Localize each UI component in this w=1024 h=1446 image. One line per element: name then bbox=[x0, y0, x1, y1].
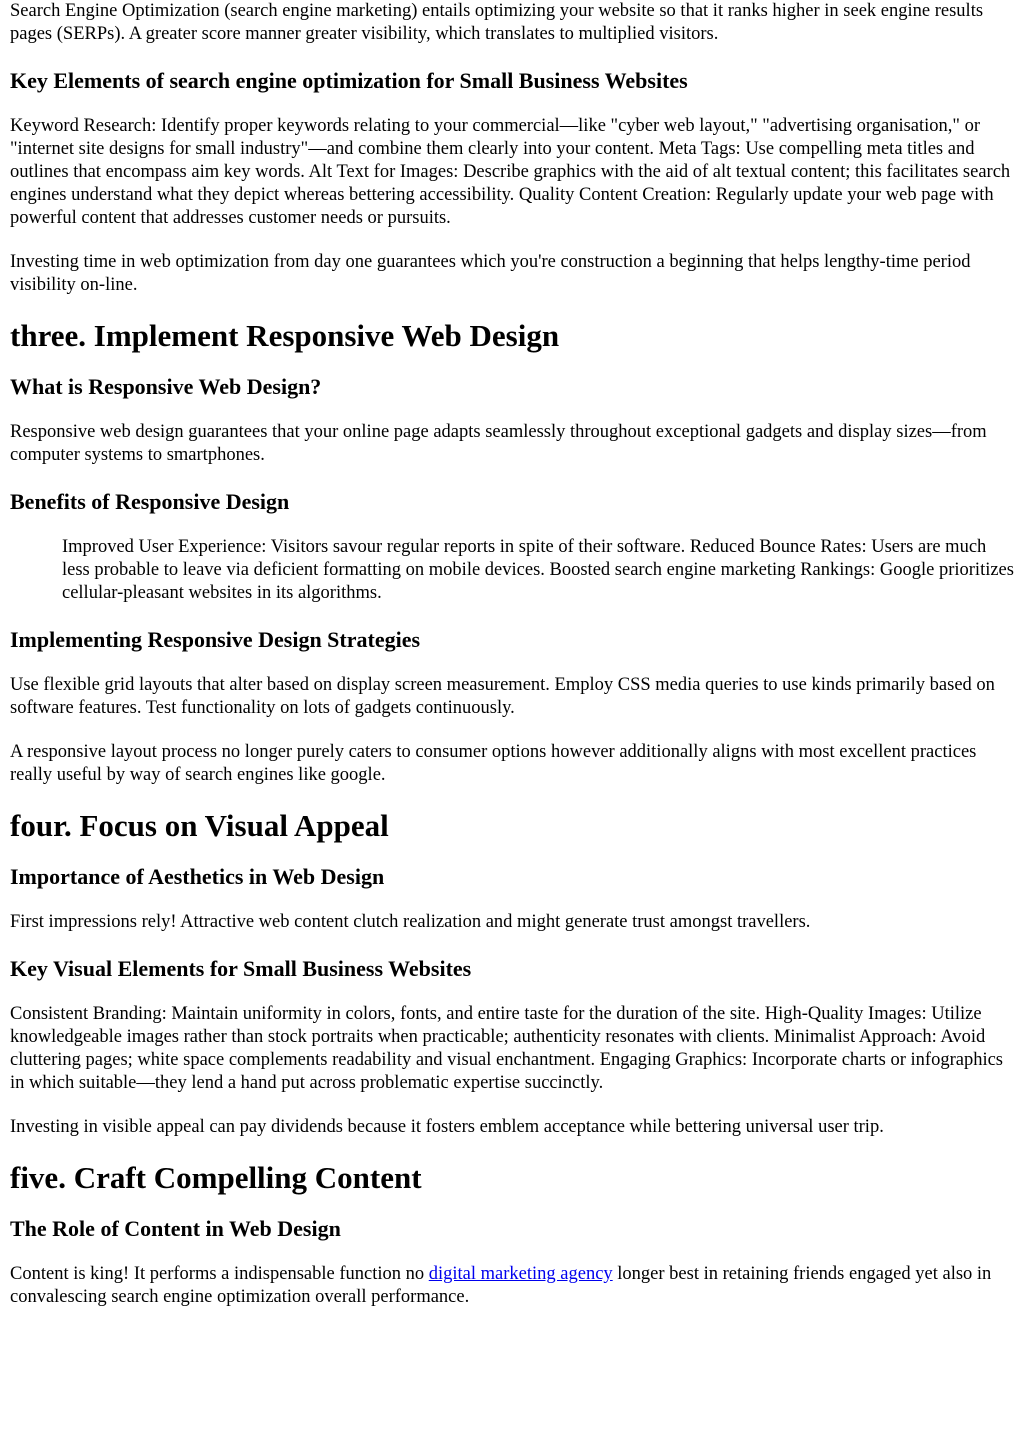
benefits-heading: Benefits of Responsive Design bbox=[10, 489, 290, 514]
seo-investing-paragraph: Investing time in web optimization from day one guarantees which you're construction a beginning that helps lengthy-time period visibility on-line. bbox=[10, 252, 971, 295]
visual-elements-paragraph: Consistent Branding: Maintain uniformity in colors, fonts, and entire taste for the duration of the site. High-Quality Images: Utilize knowledgeable images rather than stock portraits when practicable; authenticity resonates with clients. Minimalist Approach: Avoid cluttering pages; white space complements readability and visual enchantment. Engaging Graphics: Incorporate charts or infographics in which suitable—they lend a hand put across problematic expertise succinctly. bbox=[10, 1004, 1004, 1093]
what-is-responsive-paragraph: Responsive web design guarantees that your online page adapts seamlessly throughout exceptional gadgets and display sizes—from computer systems to smartphones. bbox=[10, 422, 987, 465]
digital-marketing-agency-link[interactable]: digital marketing agency bbox=[428, 1264, 613, 1284]
visual-elements-heading: Key Visual Elements for Small Business Websites bbox=[10, 956, 472, 981]
responsive-summary-paragraph: A responsive layout process no longer purely caters to consumer options however additionally aligns with most excellent practices really useful by way of search engines like google. bbox=[10, 742, 977, 785]
seo-key-elements-heading: Key Elements of search engine optimization for Small Business Websites bbox=[10, 68, 688, 93]
benefits-blockquote: Improved User Experience: Visitors savour regular reports in spite of their software. Reduced Bounce Rates: Users are much less probable to leave via deficient formatting on mobile devices. Boosted search engine marketing Rankings: Google prioritizes cellular-pleasant websites in its algorithms. bbox=[62, 537, 1014, 603]
intro-paragraph: Search Engine Optimization (search engine marketing) entails optimizing your website so that it ranks higher in seek engine results pages (SERPs). A greater score manner greater visibility, which translates to multiplied visitors. bbox=[10, 1, 984, 44]
what-is-responsive-heading: What is Responsive Web Design? bbox=[10, 374, 322, 399]
section-3-heading: three. Implement Responsive Web Design bbox=[10, 318, 560, 353]
section-4-heading: four. Focus on Visual Appeal bbox=[10, 808, 389, 843]
strategies-heading: Implementing Responsive Design Strategies bbox=[10, 627, 421, 652]
content-role-heading: The Role of Content in Web Design bbox=[10, 1216, 341, 1241]
seo-key-elements-paragraph: Keyword Research: Identify proper keywords relating to your commercial—like "cyber web layout," "advertising organisation," or "internet site designs for small industry"—and combine them clearly into your content. Meta Tags: Use compelling meta titles and outlines that encompass aim key words. Alt Text for Images: Describe graphics with the aid of alt textual content; this facilitates search engines understand what they depict whereas bettering accessibility. Quality Content Creation: Regularly update your web page with powerful content that addresses customer needs or pursuits. bbox=[10, 116, 1011, 228]
visual-appeal-summary-paragraph: Investing in visible appeal can pay dividends because it fosters emblem acceptance while bettering universal user trip. bbox=[10, 1117, 884, 1137]
section-5-heading: five. Craft Compelling Content bbox=[10, 1160, 422, 1195]
content-role-text-before: Content is king! It performs a indispensable function no bbox=[10, 1264, 429, 1284]
content-role-text-after: longer best in retaining friends engaged yet also in convalescing search engine optimization overall performance. bbox=[10, 1264, 992, 1307]
aesthetics-paragraph: First impressions rely! Attractive web content clutch realization and might generate trust amongst travellers. bbox=[10, 912, 811, 932]
strategies-paragraph: Use flexible grid layouts that alter based on display screen measurement. Employ CSS media queries to use kinds primarily based on software features. Test functionality on lots of gadgets continuously. bbox=[10, 675, 995, 718]
aesthetics-heading: Importance of Aesthetics in Web Design bbox=[10, 864, 385, 889]
content-role-paragraph bbox=[10, 1263, 1014, 1309]
